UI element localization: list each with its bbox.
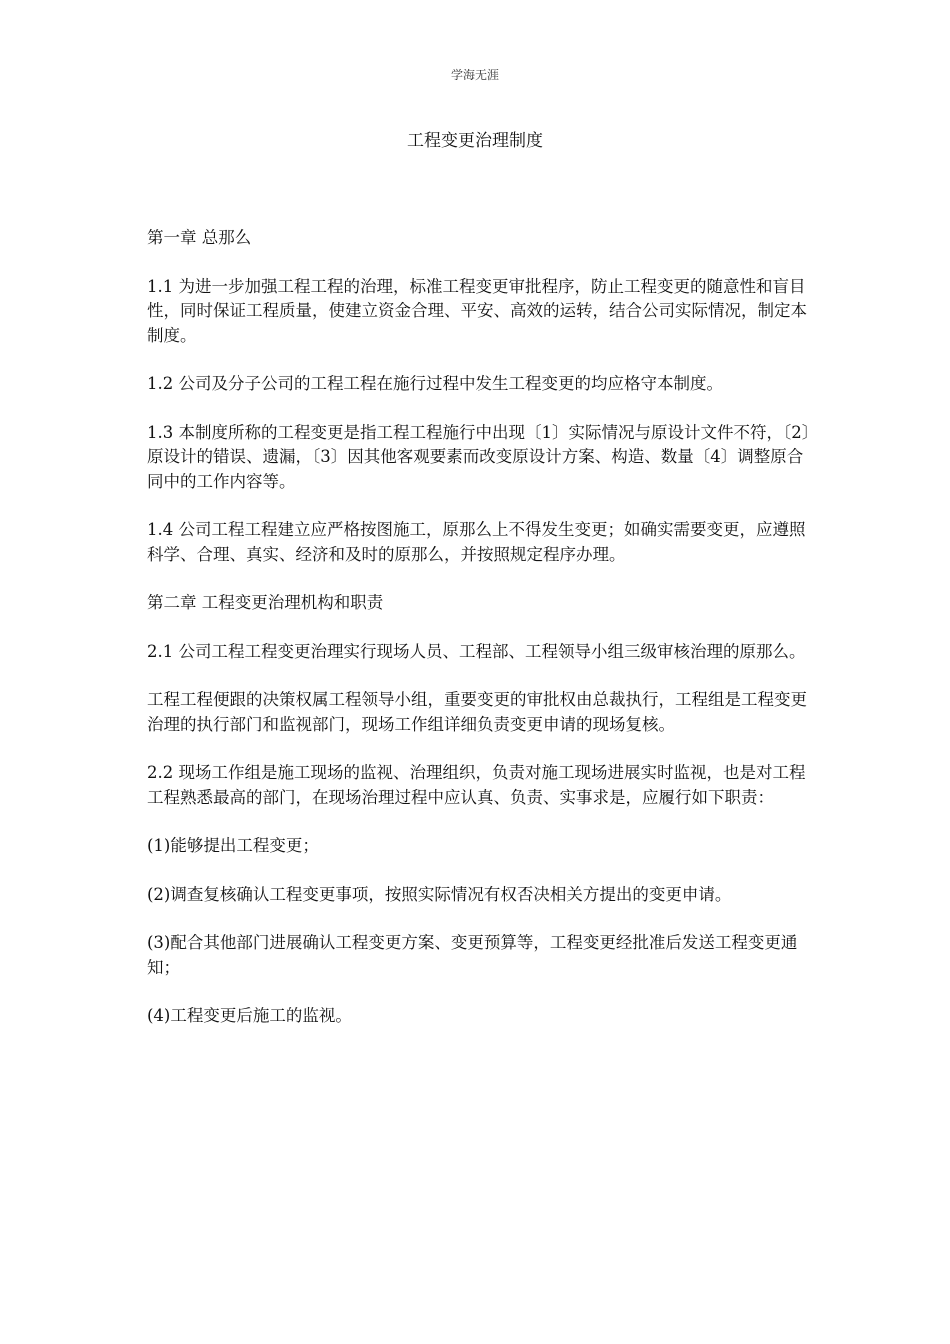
paragraph: 1.3 本制度所称的工程变更是指工程工程施行中出现〔1〕实际情况与原设计文件不符，〔2〕原设计的错误、遗漏，〔3〕因其他客观要素而改变原设计方案、构造、数量〔4〕调整原合同中的工作内容等。 <box>147 422 810 491</box>
document-title: 工程变更治理制度 <box>407 131 543 151</box>
paragraph: 工程工程便跟的决策权属工程领导小组，重要变更的审批权由总裁执行，工程组是工程变更治理的执行部门和监视部门，现场工作组详细负责变更申请的现场复核。 <box>147 690 807 734</box>
paragraph: 1.4 公司工程工程建立应严格按图施工，原那么上不得发生变更；如确实需要变更，应遵照科学、合理、真实、经济和及时的原那么，并按照规定程序办理。 <box>147 520 806 564</box>
paragraph: 1.2 公司及分子公司的工程工程在施行过程中发生工程变更的均应格守本制度。 <box>147 374 723 393</box>
paragraph: 1.1 为进一步加强工程工程的治理，标准工程变更审批程序，防止工程变更的随意性和盲目性，同时保证工程质量，使建立资金合理、平安、高效的运转，结合公司实际情况，制定本制度。 <box>147 276 807 345</box>
chapter-heading: 第二章 工程变更治理机构和职责 <box>147 593 384 612</box>
list-item: (2)调查复核确认工程变更事项，按照实际情况有权否决相关方提出的变更申请。 <box>147 884 732 904</box>
paragraph: 2.2 现场工作组是施工现场的监视、治理组织，负责对施工现场进展实时监视，也是对工程工程熟悉最高的部门，在现场治理过程中应认真、负责、实事求是，应履行如下职责： <box>147 763 806 807</box>
page-header: 学海无涯 <box>450 68 499 82</box>
chapter-heading: 第一章 总那么 <box>147 228 252 247</box>
list-item: (1)能够提出工程变更； <box>147 836 319 855</box>
document-body <box>147 226 815 1053</box>
list-item: (3)配合其他部门进展确认工程变更方案、变更预算等，工程变更经批准后发送工程变更通知； <box>147 933 798 977</box>
list-item: (4)工程变更后施工的监视。 <box>147 1006 352 1025</box>
paragraph: 2.1 公司工程工程变更治理实行现场人员、工程部、工程领导小组三级审核治理的原那么。 <box>147 641 806 661</box>
